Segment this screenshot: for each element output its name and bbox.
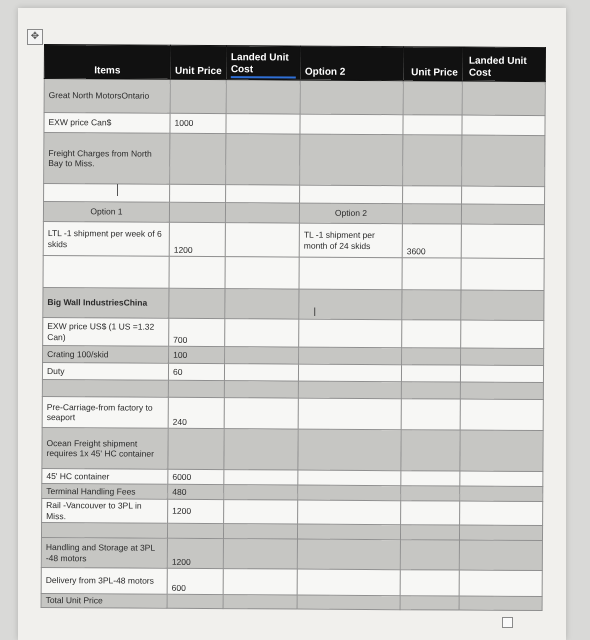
table-cell[interactable]: EXW price US$ (1 US =1.32 Can): [43, 317, 169, 346]
table-cell[interactable]: [462, 186, 545, 205]
table-cell[interactable]: [225, 347, 299, 364]
table-cell[interactable]: [460, 471, 543, 487]
table-cell[interactable]: [168, 428, 224, 469]
table-cell[interactable]: Big Wall IndustriesChina: [43, 287, 169, 318]
table-cell[interactable]: [400, 570, 459, 596]
table-cell[interactable]: 3600: [402, 224, 461, 258]
table-row: [43, 317, 544, 348]
table-cell[interactable]: Crating 100/skid: [43, 345, 169, 363]
table-cell[interactable]: [299, 347, 402, 365]
table-cell[interactable]: [42, 379, 168, 397]
table-cell[interactable]: [402, 348, 461, 365]
table-cell[interactable]: 100: [169, 346, 225, 363]
table-cell[interactable]: [297, 569, 400, 596]
table-cell[interactable]: [402, 258, 461, 290]
header-landed-unit-cost-2: Landed Unit Cost: [462, 47, 545, 82]
table-cell[interactable]: 700: [169, 318, 225, 346]
table-cell[interactable]: [459, 540, 542, 571]
table-cell[interactable]: [170, 133, 226, 184]
table-cell[interactable]: [225, 203, 299, 223]
table-cell[interactable]: 240: [168, 397, 224, 428]
table-move-handle-icon[interactable]: ✥: [27, 29, 43, 45]
table-cell[interactable]: Great North MotorsOntario: [44, 79, 170, 114]
table-cell[interactable]: [460, 501, 543, 526]
table-cell[interactable]: [44, 184, 170, 203]
table-cell[interactable]: Total Unit Price: [41, 593, 167, 608]
table-cell[interactable]: Rail -Vancouver to 3PL in Miss.: [42, 498, 168, 523]
table-cell[interactable]: [225, 289, 299, 319]
table-cell[interactable]: Option 2: [299, 203, 402, 224]
cost-table: [41, 44, 546, 611]
table-cell[interactable]: [298, 381, 401, 399]
table-cell[interactable]: [169, 202, 225, 222]
table-cell[interactable]: [226, 134, 300, 185]
table-cell[interactable]: [402, 320, 461, 348]
table-cell[interactable]: [226, 114, 300, 134]
header-items: Items: [44, 45, 170, 80]
table-row: [43, 255, 544, 290]
table-cell[interactable]: Option 1: [43, 202, 169, 223]
table-cell[interactable]: 1200: [169, 222, 225, 256]
table-cell[interactable]: [167, 523, 223, 538]
table-cell[interactable]: [224, 398, 298, 429]
table-cell[interactable]: TL -1 shipment per month of 24 skids: [299, 223, 402, 258]
table-cell[interactable]: [300, 134, 403, 186]
table-cell[interactable]: [461, 348, 544, 366]
table-cell[interactable]: [297, 595, 400, 610]
table-cell[interactable]: [462, 115, 545, 136]
table-cell[interactable]: Duty: [42, 362, 168, 380]
table-cell[interactable]: [459, 525, 542, 541]
table-cell[interactable]: 480: [168, 484, 224, 499]
table-cell[interactable]: [401, 471, 460, 486]
table-cell[interactable]: [300, 185, 403, 204]
table-cell[interactable]: [403, 186, 462, 204]
table-cell[interactable]: Freight Charges from North Bay to Miss.: [44, 133, 170, 185]
table-cell[interactable]: [403, 81, 462, 115]
table-cell[interactable]: Terminal Handling Fees: [42, 483, 168, 499]
table-cell[interactable]: Handling and Storage at 3PL -48 motors: [41, 537, 167, 568]
table-row: [43, 287, 544, 320]
table-cell[interactable]: [402, 204, 461, 224]
header-row: [44, 45, 545, 82]
table-cell[interactable]: [401, 501, 460, 525]
table-cell[interactable]: [223, 595, 297, 609]
table-cell[interactable]: [298, 470, 401, 486]
table-cell[interactable]: [460, 382, 543, 400]
table-cell[interactable]: 1000: [170, 113, 226, 133]
header-unit-price: Unit Price: [170, 45, 226, 79]
table-cell[interactable]: EXW price Can$: [44, 113, 170, 134]
table-cell[interactable]: Ocean Freight shipment requires 1x 45' HC container: [42, 427, 168, 469]
table-cell[interactable]: [403, 115, 462, 135]
table-cell[interactable]: 6000: [168, 469, 224, 484]
table-cell[interactable]: [462, 135, 545, 187]
table-cell[interactable]: [298, 500, 401, 525]
table-row: [42, 396, 543, 430]
table-cell[interactable]: [298, 398, 401, 430]
table-cell[interactable]: Delivery from 3PL-48 motors: [41, 567, 167, 594]
table-cell[interactable]: [401, 365, 460, 382]
table-cell[interactable]: [401, 399, 460, 430]
table-cell[interactable]: [297, 539, 400, 570]
table-row: [44, 79, 545, 116]
table-cell[interactable]: [400, 596, 459, 610]
header-option-2: Option 2: [300, 46, 403, 81]
table-cell[interactable]: Pre-Carriage-from factory to seaport: [42, 396, 168, 428]
text-cursor-icon: I: [313, 305, 317, 319]
table-cell[interactable]: [460, 399, 543, 431]
table-cell[interactable]: [43, 255, 169, 288]
table-cell[interactable]: [170, 79, 226, 113]
table-cell[interactable]: [298, 429, 401, 471]
table-resize-handle-icon[interactable]: [502, 617, 513, 628]
table-cell[interactable]: [401, 430, 460, 471]
table-cell[interactable]: [169, 256, 225, 288]
table-cell[interactable]: [402, 290, 461, 320]
table-cell[interactable]: 1200: [168, 499, 224, 523]
table-cell[interactable]: [225, 223, 299, 257]
header-unit-price-2: Unit Price: [403, 47, 462, 81]
table-row: [43, 221, 544, 258]
table-row: [44, 133, 545, 187]
table-row: [42, 427, 543, 471]
caret-icon: [117, 184, 118, 196]
table-cell[interactable]: [224, 381, 298, 398]
table-cell[interactable]: [226, 185, 300, 203]
table-cell[interactable]: [400, 540, 459, 570]
table-cell[interactable]: [298, 485, 401, 501]
table-cell[interactable]: [297, 524, 400, 540]
table-cell[interactable]: [223, 539, 297, 569]
table-cell[interactable]: [403, 135, 462, 186]
header-landed-unit-cost: Landed Unit Cost: [226, 46, 300, 80]
table-cell[interactable]: [461, 320, 544, 349]
table-cell[interactable]: [401, 486, 460, 501]
table-cell[interactable]: [224, 364, 298, 381]
table-cell[interactable]: [461, 224, 544, 259]
table-cell[interactable]: [167, 594, 223, 608]
table-cell[interactable]: [459, 570, 542, 597]
table-cell[interactable]: [460, 365, 543, 383]
table-cell[interactable]: [170, 184, 226, 202]
table-cell[interactable]: [225, 319, 299, 347]
table-cell[interactable]: [299, 257, 402, 290]
table-row: [42, 498, 543, 525]
table-cell[interactable]: [224, 485, 298, 500]
table-cell[interactable]: [169, 288, 225, 318]
table-cell[interactable]: [460, 486, 543, 502]
table-cell[interactable]: [461, 290, 544, 321]
table-cell[interactable]: [226, 80, 300, 114]
table-cell[interactable]: LTL -1 shipment per week of 6 skids: [43, 221, 169, 256]
table-cell[interactable]: [461, 204, 544, 225]
table-row: [41, 537, 542, 570]
table-cell[interactable]: [401, 382, 460, 399]
table-cell[interactable]: [168, 380, 224, 397]
table-cell[interactable]: [224, 470, 298, 485]
table-cell[interactable]: [459, 596, 542, 611]
table-cell[interactable]: [462, 81, 545, 116]
table-cell[interactable]: [300, 80, 403, 115]
table-cell[interactable]: 1200: [167, 538, 223, 568]
table-cell[interactable]: [299, 319, 402, 348]
table-cell[interactable]: 600: [167, 568, 223, 594]
table-row: [41, 567, 542, 596]
table-cell[interactable]: 45' HC container: [42, 468, 168, 484]
table-cell[interactable]: [298, 364, 401, 382]
table-cell[interactable]: [225, 257, 299, 289]
table-row: [41, 593, 542, 610]
table-cell[interactable]: [461, 258, 544, 291]
table-cell[interactable]: [460, 430, 543, 472]
table-cell[interactable]: [400, 525, 459, 540]
table-cell[interactable]: [223, 569, 297, 595]
table-cell[interactable]: 60: [168, 363, 224, 380]
table-cell[interactable]: [224, 500, 298, 524]
table-cell[interactable]: [223, 524, 297, 539]
table-cell[interactable]: [41, 522, 167, 538]
table-cell[interactable]: [224, 429, 298, 470]
table-cell[interactable]: [300, 114, 403, 135]
